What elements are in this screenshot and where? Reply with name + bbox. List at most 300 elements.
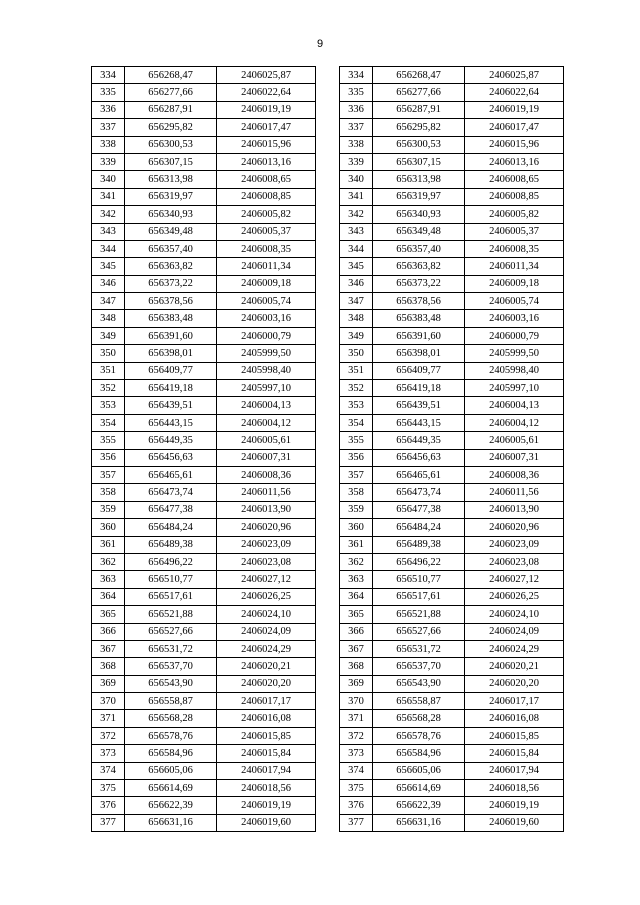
y-coordinate-cell: 2406011,56 <box>217 484 316 501</box>
table-row <box>92 84 316 101</box>
table-row <box>340 136 564 153</box>
point-number-cell: 372 <box>92 727 125 744</box>
x-coordinate-cell: 656313,98 <box>373 171 465 188</box>
table-row <box>340 240 564 257</box>
point-number-cell: 335 <box>340 84 373 101</box>
table-row <box>92 536 316 553</box>
table-row <box>340 397 564 414</box>
y-coordinate-cell: 2406017,17 <box>465 693 564 710</box>
table-row <box>92 188 316 205</box>
table-row <box>340 797 564 814</box>
x-coordinate-cell: 656484,24 <box>373 519 465 536</box>
y-coordinate-cell: 2406004,12 <box>465 414 564 431</box>
table-row <box>340 466 564 483</box>
table-row <box>340 153 564 170</box>
y-coordinate-cell: 2406000,79 <box>217 327 316 344</box>
y-coordinate-cell: 2406023,08 <box>465 553 564 570</box>
x-coordinate-cell: 656578,76 <box>373 727 465 744</box>
point-number-cell: 371 <box>340 710 373 727</box>
table-row <box>340 327 564 344</box>
table-row <box>92 293 316 310</box>
y-coordinate-cell: 2406016,08 <box>217 710 316 727</box>
y-coordinate-cell: 2406026,25 <box>217 588 316 605</box>
x-coordinate-cell: 656496,22 <box>373 553 465 570</box>
table-row <box>340 432 564 449</box>
y-coordinate-cell: 2406005,82 <box>217 206 316 223</box>
point-number-cell: 351 <box>340 362 373 379</box>
point-number-cell: 358 <box>340 484 373 501</box>
x-coordinate-cell: 656307,15 <box>373 153 465 170</box>
x-coordinate-cell: 656443,15 <box>373 414 465 431</box>
table-row <box>340 258 564 275</box>
point-number-cell: 344 <box>340 240 373 257</box>
y-coordinate-cell: 2406020,21 <box>217 658 316 675</box>
table-row <box>340 814 564 831</box>
point-number-cell: 361 <box>340 536 373 553</box>
coordinates-table-left <box>91 66 316 832</box>
table-row <box>92 623 316 640</box>
x-coordinate-cell: 656349,48 <box>125 223 217 240</box>
x-coordinate-cell: 656449,35 <box>373 432 465 449</box>
table-row <box>340 658 564 675</box>
point-number-cell: 351 <box>92 362 125 379</box>
y-coordinate-cell: 2406013,16 <box>465 153 564 170</box>
y-coordinate-cell: 2406005,61 <box>217 432 316 449</box>
y-coordinate-cell: 2406015,84 <box>217 745 316 762</box>
point-number-cell: 347 <box>92 293 125 310</box>
point-number-cell: 370 <box>340 693 373 710</box>
table-row <box>92 519 316 536</box>
point-number-cell: 373 <box>92 745 125 762</box>
point-number-cell: 356 <box>340 449 373 466</box>
table-row <box>92 693 316 710</box>
y-coordinate-cell: 2406004,13 <box>465 397 564 414</box>
point-number-cell: 352 <box>92 380 125 397</box>
x-coordinate-cell: 656391,60 <box>373 327 465 344</box>
table-row <box>340 188 564 205</box>
x-coordinate-cell: 656383,48 <box>125 310 217 327</box>
point-number-cell: 366 <box>92 623 125 640</box>
y-coordinate-cell: 2406019,19 <box>217 797 316 814</box>
y-coordinate-cell: 2406024,10 <box>465 606 564 623</box>
table-row <box>92 449 316 466</box>
y-coordinate-cell: 2405998,40 <box>217 362 316 379</box>
table-row <box>340 553 564 570</box>
x-coordinate-cell: 656378,56 <box>125 293 217 310</box>
x-coordinate-cell: 656313,98 <box>125 171 217 188</box>
point-number-cell: 376 <box>92 797 125 814</box>
y-coordinate-cell: 2406024,29 <box>217 640 316 657</box>
x-coordinate-cell: 656373,22 <box>373 275 465 292</box>
table-row <box>92 345 316 362</box>
x-coordinate-cell: 656510,77 <box>125 571 217 588</box>
x-coordinate-cell: 656391,60 <box>125 327 217 344</box>
table-row <box>92 501 316 518</box>
x-coordinate-cell: 656517,61 <box>125 588 217 605</box>
y-coordinate-cell: 2406019,19 <box>465 797 564 814</box>
y-coordinate-cell: 2406005,37 <box>465 223 564 240</box>
x-coordinate-cell: 656465,61 <box>125 466 217 483</box>
y-coordinate-cell: 2406013,90 <box>217 501 316 518</box>
y-coordinate-cell: 2406005,82 <box>465 206 564 223</box>
y-coordinate-cell: 2406009,18 <box>465 275 564 292</box>
point-number-cell: 360 <box>92 519 125 536</box>
table-row <box>340 275 564 292</box>
table-row <box>340 293 564 310</box>
table-row <box>92 432 316 449</box>
table-row <box>340 362 564 379</box>
x-coordinate-cell: 656465,61 <box>373 466 465 483</box>
point-number-cell: 364 <box>92 588 125 605</box>
point-number-cell: 362 <box>340 553 373 570</box>
point-number-cell: 340 <box>92 171 125 188</box>
point-number-cell: 336 <box>340 101 373 118</box>
x-coordinate-cell: 656517,61 <box>373 588 465 605</box>
point-number-cell: 346 <box>340 275 373 292</box>
y-coordinate-cell: 2405997,10 <box>465 380 564 397</box>
x-coordinate-cell: 656484,24 <box>125 519 217 536</box>
point-number-cell: 343 <box>340 223 373 240</box>
point-number-cell: 350 <box>340 345 373 362</box>
point-number-cell: 342 <box>340 206 373 223</box>
x-coordinate-cell: 656295,82 <box>373 119 465 136</box>
table-row <box>92 327 316 344</box>
point-number-cell: 374 <box>340 762 373 779</box>
y-coordinate-cell: 2406020,96 <box>217 519 316 536</box>
y-coordinate-cell: 2406015,96 <box>465 136 564 153</box>
table-row <box>340 380 564 397</box>
point-number-cell: 356 <box>92 449 125 466</box>
x-coordinate-cell: 656340,93 <box>125 206 217 223</box>
table-row <box>92 710 316 727</box>
x-coordinate-cell: 656614,69 <box>125 780 217 797</box>
table-row <box>92 553 316 570</box>
point-number-cell: 335 <box>92 84 125 101</box>
table-row <box>340 206 564 223</box>
y-coordinate-cell: 2406005,74 <box>217 293 316 310</box>
x-coordinate-cell: 656295,82 <box>125 119 217 136</box>
x-coordinate-cell: 656584,96 <box>125 745 217 762</box>
table-row <box>92 571 316 588</box>
y-coordinate-cell: 2405999,50 <box>465 345 564 362</box>
point-number-cell: 349 <box>340 327 373 344</box>
point-number-cell: 357 <box>340 466 373 483</box>
x-coordinate-cell: 656489,38 <box>125 536 217 553</box>
x-coordinate-cell: 656543,90 <box>373 675 465 692</box>
y-coordinate-cell: 2406023,08 <box>217 553 316 570</box>
y-coordinate-cell: 2406019,19 <box>217 101 316 118</box>
table-row <box>340 606 564 623</box>
point-number-cell: 357 <box>92 466 125 483</box>
table-row <box>92 466 316 483</box>
y-coordinate-cell: 2406027,12 <box>217 571 316 588</box>
y-coordinate-cell: 2406017,47 <box>217 119 316 136</box>
x-coordinate-cell: 656521,88 <box>373 606 465 623</box>
table-row <box>92 310 316 327</box>
y-coordinate-cell: 2406017,47 <box>465 119 564 136</box>
y-coordinate-cell: 2406025,87 <box>465 67 564 84</box>
x-coordinate-cell: 656527,66 <box>373 623 465 640</box>
y-coordinate-cell: 2406024,10 <box>217 606 316 623</box>
x-coordinate-cell: 656268,47 <box>125 67 217 84</box>
x-coordinate-cell: 656349,48 <box>373 223 465 240</box>
y-coordinate-cell: 2406025,87 <box>217 67 316 84</box>
y-coordinate-cell: 2406007,31 <box>217 449 316 466</box>
y-coordinate-cell: 2406019,60 <box>217 814 316 831</box>
table-row <box>340 84 564 101</box>
y-coordinate-cell: 2406008,36 <box>217 466 316 483</box>
y-coordinate-cell: 2406020,20 <box>217 675 316 692</box>
table-row <box>92 727 316 744</box>
x-coordinate-cell: 656531,72 <box>373 640 465 657</box>
y-coordinate-cell: 2406011,56 <box>465 484 564 501</box>
x-coordinate-cell: 656373,22 <box>125 275 217 292</box>
table-row <box>92 414 316 431</box>
point-number-cell: 358 <box>92 484 125 501</box>
point-number-cell: 369 <box>92 675 125 692</box>
table-row <box>92 206 316 223</box>
y-coordinate-cell: 2406016,08 <box>465 710 564 727</box>
x-coordinate-cell: 656510,77 <box>373 571 465 588</box>
x-coordinate-cell: 656477,38 <box>373 501 465 518</box>
x-coordinate-cell: 656357,40 <box>125 240 217 257</box>
point-number-cell: 355 <box>340 432 373 449</box>
table-row <box>340 727 564 744</box>
point-number-cell: 339 <box>92 153 125 170</box>
x-coordinate-cell: 656398,01 <box>373 345 465 362</box>
table-row <box>340 310 564 327</box>
table-row <box>340 101 564 118</box>
table-row <box>92 380 316 397</box>
point-number-cell: 364 <box>340 588 373 605</box>
point-number-cell: 369 <box>340 675 373 692</box>
y-coordinate-cell: 2406023,09 <box>465 536 564 553</box>
point-number-cell: 354 <box>92 414 125 431</box>
y-coordinate-cell: 2405998,40 <box>465 362 564 379</box>
y-coordinate-cell: 2406008,65 <box>465 171 564 188</box>
table-row <box>92 745 316 762</box>
x-coordinate-cell: 656268,47 <box>373 67 465 84</box>
point-number-cell: 343 <box>92 223 125 240</box>
table-row <box>92 797 316 814</box>
point-number-cell: 339 <box>340 153 373 170</box>
y-coordinate-cell: 2406017,94 <box>217 762 316 779</box>
x-coordinate-cell: 656531,72 <box>125 640 217 657</box>
point-number-cell: 344 <box>92 240 125 257</box>
table-row <box>340 780 564 797</box>
table-row <box>92 588 316 605</box>
y-coordinate-cell: 2406008,85 <box>465 188 564 205</box>
point-number-cell: 338 <box>92 136 125 153</box>
y-coordinate-cell: 2406015,84 <box>465 745 564 762</box>
table-row <box>92 606 316 623</box>
x-coordinate-cell: 656477,38 <box>125 501 217 518</box>
table-row <box>340 414 564 431</box>
point-number-cell: 337 <box>340 119 373 136</box>
point-number-cell: 355 <box>92 432 125 449</box>
x-coordinate-cell: 656537,70 <box>125 658 217 675</box>
y-coordinate-cell: 2406005,61 <box>465 432 564 449</box>
point-number-cell: 377 <box>92 814 125 831</box>
table-row <box>92 275 316 292</box>
x-coordinate-cell: 656287,91 <box>125 101 217 118</box>
y-coordinate-cell: 2406017,94 <box>465 762 564 779</box>
y-coordinate-cell: 2406003,16 <box>217 310 316 327</box>
y-coordinate-cell: 2406004,12 <box>217 414 316 431</box>
x-coordinate-cell: 656300,53 <box>125 136 217 153</box>
y-coordinate-cell: 2406024,09 <box>465 623 564 640</box>
table-row <box>340 571 564 588</box>
point-number-cell: 359 <box>92 501 125 518</box>
y-coordinate-cell: 2406015,96 <box>217 136 316 153</box>
y-coordinate-cell: 2405999,50 <box>217 345 316 362</box>
x-coordinate-cell: 656473,74 <box>125 484 217 501</box>
y-coordinate-cell: 2406003,16 <box>465 310 564 327</box>
point-number-cell: 348 <box>92 310 125 327</box>
table-row <box>92 762 316 779</box>
table-row <box>92 67 316 84</box>
point-number-cell: 371 <box>92 710 125 727</box>
table-row <box>340 745 564 762</box>
x-coordinate-cell: 656340,93 <box>373 206 465 223</box>
table-row <box>92 258 316 275</box>
x-coordinate-cell: 656489,38 <box>373 536 465 553</box>
y-coordinate-cell: 2406015,85 <box>217 727 316 744</box>
point-number-cell: 367 <box>92 640 125 657</box>
point-number-cell: 354 <box>340 414 373 431</box>
table-row <box>92 640 316 657</box>
x-coordinate-cell: 656277,66 <box>373 84 465 101</box>
x-coordinate-cell: 656287,91 <box>373 101 465 118</box>
point-number-cell: 373 <box>340 745 373 762</box>
x-coordinate-cell: 656521,88 <box>125 606 217 623</box>
y-coordinate-cell: 2406024,29 <box>465 640 564 657</box>
point-number-cell: 352 <box>340 380 373 397</box>
x-coordinate-cell: 656622,39 <box>373 797 465 814</box>
y-coordinate-cell: 2406017,17 <box>217 693 316 710</box>
table-row <box>340 588 564 605</box>
page-number: 9 <box>316 38 324 50</box>
x-coordinate-cell: 656300,53 <box>373 136 465 153</box>
table-row <box>92 362 316 379</box>
x-coordinate-cell: 656277,66 <box>125 84 217 101</box>
table-row <box>340 693 564 710</box>
y-coordinate-cell: 2406020,21 <box>465 658 564 675</box>
table-row <box>92 658 316 675</box>
x-coordinate-cell: 656568,28 <box>373 710 465 727</box>
y-coordinate-cell: 2406019,60 <box>465 814 564 831</box>
point-number-cell: 370 <box>92 693 125 710</box>
point-number-cell: 365 <box>92 606 125 623</box>
point-number-cell: 367 <box>340 640 373 657</box>
point-number-cell: 342 <box>92 206 125 223</box>
x-coordinate-cell: 656378,56 <box>373 293 465 310</box>
x-coordinate-cell: 656319,97 <box>125 188 217 205</box>
table-row <box>340 449 564 466</box>
x-coordinate-cell: 656363,82 <box>373 258 465 275</box>
y-coordinate-cell: 2406005,74 <box>465 293 564 310</box>
point-number-cell: 363 <box>340 571 373 588</box>
x-coordinate-cell: 656527,66 <box>125 623 217 640</box>
point-number-cell: 362 <box>92 553 125 570</box>
x-coordinate-cell: 656456,63 <box>125 449 217 466</box>
table-row <box>340 762 564 779</box>
table-row <box>340 171 564 188</box>
table-row <box>92 397 316 414</box>
table-row <box>92 814 316 831</box>
y-coordinate-cell: 2406008,35 <box>465 240 564 257</box>
y-coordinate-cell: 2406018,56 <box>465 780 564 797</box>
y-coordinate-cell: 2406008,65 <box>217 171 316 188</box>
x-coordinate-cell: 656363,82 <box>125 258 217 275</box>
x-coordinate-cell: 656622,39 <box>125 797 217 814</box>
x-coordinate-cell: 656383,48 <box>373 310 465 327</box>
y-coordinate-cell: 2406018,56 <box>217 780 316 797</box>
table-row <box>92 153 316 170</box>
x-coordinate-cell: 656419,18 <box>373 380 465 397</box>
point-number-cell: 365 <box>340 606 373 623</box>
y-coordinate-cell: 2406026,25 <box>465 588 564 605</box>
x-coordinate-cell: 656578,76 <box>125 727 217 744</box>
y-coordinate-cell: 2406011,34 <box>217 258 316 275</box>
x-coordinate-cell: 656558,87 <box>373 693 465 710</box>
point-number-cell: 341 <box>92 188 125 205</box>
table-row <box>340 536 564 553</box>
y-coordinate-cell: 2406022,64 <box>217 84 316 101</box>
table-row <box>340 484 564 501</box>
x-coordinate-cell: 656496,22 <box>125 553 217 570</box>
point-number-cell: 374 <box>92 762 125 779</box>
table-row <box>340 623 564 640</box>
point-number-cell: 363 <box>92 571 125 588</box>
x-coordinate-cell: 656398,01 <box>125 345 217 362</box>
y-coordinate-cell: 2406015,85 <box>465 727 564 744</box>
y-coordinate-cell: 2406009,18 <box>217 275 316 292</box>
point-number-cell: 338 <box>340 136 373 153</box>
table-row <box>340 710 564 727</box>
y-coordinate-cell: 2406013,90 <box>465 501 564 518</box>
coordinates-table-right <box>339 66 564 832</box>
x-coordinate-cell: 656605,06 <box>373 762 465 779</box>
point-number-cell: 337 <box>92 119 125 136</box>
point-number-cell: 375 <box>92 780 125 797</box>
x-coordinate-cell: 656568,28 <box>125 710 217 727</box>
y-coordinate-cell: 2406013,16 <box>217 153 316 170</box>
point-number-cell: 377 <box>340 814 373 831</box>
table-row <box>92 136 316 153</box>
table-row <box>92 675 316 692</box>
point-number-cell: 334 <box>340 67 373 84</box>
table-row <box>92 119 316 136</box>
x-coordinate-cell: 656456,63 <box>373 449 465 466</box>
x-coordinate-cell: 656473,74 <box>373 484 465 501</box>
point-number-cell: 340 <box>340 171 373 188</box>
y-coordinate-cell: 2406027,12 <box>465 571 564 588</box>
point-number-cell: 345 <box>340 258 373 275</box>
table-row <box>340 675 564 692</box>
table-row <box>340 519 564 536</box>
x-coordinate-cell: 656409,77 <box>125 362 217 379</box>
x-coordinate-cell: 656419,18 <box>125 380 217 397</box>
table-row <box>92 484 316 501</box>
y-coordinate-cell: 2406004,13 <box>217 397 316 414</box>
table-row <box>340 345 564 362</box>
x-coordinate-cell: 656443,15 <box>125 414 217 431</box>
table-row <box>92 780 316 797</box>
y-coordinate-cell: 2406005,37 <box>217 223 316 240</box>
point-number-cell: 368 <box>92 658 125 675</box>
point-number-cell: 336 <box>92 101 125 118</box>
